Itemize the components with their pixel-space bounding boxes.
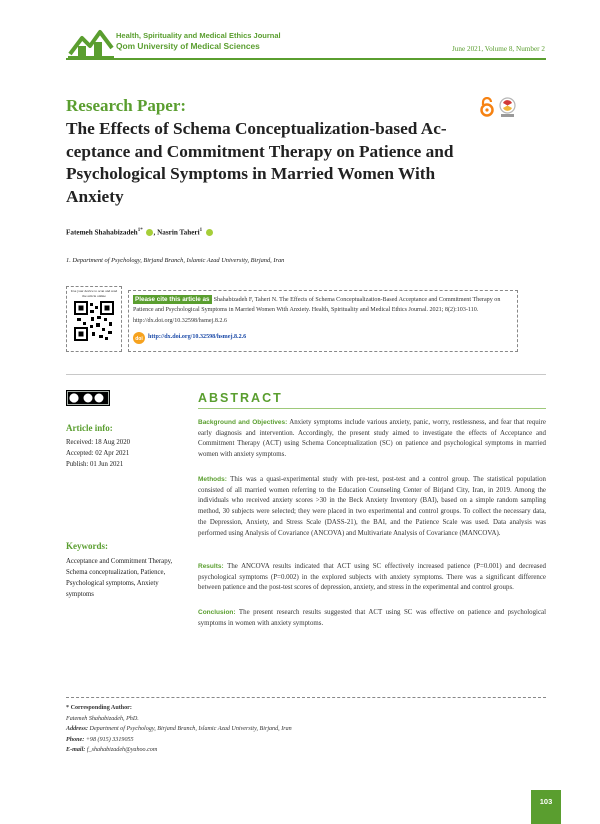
journal-logo <box>66 24 116 62</box>
abstract-divider <box>198 408 546 409</box>
doi-link[interactable]: http://dx.doi.org/10.32598/hsmej.8.2.6 <box>148 334 247 340</box>
paper-title: The Effects of Schema Conceptualization-based Ac-ceptance and Commitment Therapy on Patience and Psychological Symptoms in Married Women With Anxiety <box>66 119 454 206</box>
keywords-list: Acceptance and Commitment Therapy, Schema conceptualization, Patience, Psychological symptoms, Anxiety symptoms <box>66 558 173 598</box>
cite-text <box>133 295 513 326</box>
page-number-tab <box>531 790 561 824</box>
abstract-section-label: Conclusion: <box>198 609 236 616</box>
paper-type: Research Paper: <box>66 96 187 115</box>
email-value[interactable]: f_shahabizadeh@yahoo.com <box>86 747 158 754</box>
issue-info: June 2021, Volume 8, Number 2 <box>452 45 545 53</box>
abstract-methods <box>198 475 546 539</box>
creative-commons-license-icon[interactable] <box>66 390 110 406</box>
received-date: Received: 18 Aug 2020 <box>66 439 130 446</box>
cite-reference: Shahabizadeh F, Taheri N. The Effects of Schema Conceptualization-Based Acceptance and Commitment Therapy on Patience and Psychological Symptoms in Married Women With Anxiety. Health, Spirituality and Medical Ethics Journal. 2021; 8(2):103-110. http://dx.doi.org/10.32598/hsmej.8.2.6 <box>133 297 501 324</box>
corresponding-heading: * Corresponding Author: <box>66 705 132 711</box>
accepted-date: Accepted: 02 Apr 2021 <box>66 450 130 457</box>
abstract-section-label: Methods: <box>198 476 227 483</box>
footnote-divider <box>66 697 546 699</box>
address-label: Address: <box>66 726 89 733</box>
qr-code-icon[interactable] <box>74 301 114 341</box>
abstract-section-text: Anxiety symptoms include various anxiety, panic, worry, restlessness, and fear that require early diagnosis and intervention. Accordingly, the present study aimed to investigate the effects of Acceptance and Commitment Therapy (ACT) using Schema Conceptualization (SC) on patience and psychological symptoms in married women with anxiety symptoms. <box>198 419 546 459</box>
section-divider <box>66 374 546 375</box>
published-date: Publish: 01 Jun 2021 <box>66 461 124 468</box>
address-value: Department of Psychology, Birjand Branch, Islamic Azad University, Birjand, Iran <box>89 726 292 733</box>
author-name: Fatemeh Shahabizadeh <box>66 228 138 237</box>
keywords-heading: Keywords: <box>66 541 108 551</box>
abstract-background <box>198 418 546 461</box>
email-label: E-mail: <box>66 747 86 754</box>
abstract-heading: ABSTRACT <box>198 391 283 405</box>
qr-caption: Use your device to scan and read the article online <box>70 289 118 298</box>
author-mark: 1* <box>137 228 143 233</box>
abstract-section-label: Results: <box>198 563 224 570</box>
crossmark-icon[interactable] <box>498 97 517 119</box>
doi-icon <box>133 332 145 344</box>
abstract-results <box>198 562 546 594</box>
author-name: Nasrin Taheri <box>157 228 200 237</box>
page-number: 103 <box>539 797 553 806</box>
phone-value: +98 (915) 3319055 <box>85 736 134 743</box>
open-access-icon[interactable] <box>478 97 496 117</box>
author-mark: 1 <box>199 228 203 233</box>
affiliation: 1. Department of Psychology, Birjand Branch, Islamic Azad University, Birjand, Iran <box>66 257 285 264</box>
orcid-icon[interactable] <box>206 229 213 236</box>
authors: Fatemeh Shahabizadeh$^{1*}$ , Nasrin Taheri$^1$ <box>66 228 213 236</box>
orcid-icon[interactable] <box>146 229 153 236</box>
abstract-section-text: The present research results suggested that ACT using SC was effective on patience and psychological symptoms in women with anxiety symptoms. <box>198 609 546 627</box>
article-info-heading: Article info: <box>66 423 113 433</box>
abstract-conclusion <box>198 608 546 629</box>
journal-name: Health, Spirituality and Medical Ethics Journal Qom University of Medical Sciences <box>116 31 281 51</box>
abstract-section-text: This was a quasi-experimental study with pre-test, post-test and a control group. The statistical population consisted of all married women referring to the Education Counseling Center of Birjand City, Iran, in 2019. Among the individuals who received anxiety scores >30 in the Beck Anxiety Inventory (BAI), based on a simple random sampling method, 30 subjects were selected; they were placed in two experimental and control groups. To collect the necessary data, the Depression, Anxiety, and Stress Scale (DASS-21), the BAI, and the Patience Scale was used. Data analysis was performed using Analysis of Covariance (ANCOVA) and Multivariate Analysis of Covariance (MANCOVA). <box>198 476 546 537</box>
corresponding-name: Fatemeh Shahabizadeh, PhD. <box>66 715 139 722</box>
phone-label: Phone: <box>66 736 85 743</box>
cite-box <box>128 290 518 352</box>
abstract-section-text: The ANCOVA results indicated that ACT using SC effectively increased patience (P=0.001) and decreased psychological symptoms (P=0.002) in the explored subjects with anxiety symptoms. There was a significant difference between patience and the post-test scores of depression, anxiety, and stress in the experimental and control groups. <box>198 563 546 592</box>
qr-box <box>66 286 122 352</box>
doi-badge-label: doi <box>135 336 143 342</box>
cite-label: Please cite this article as <box>135 296 210 303</box>
header-rule <box>66 58 546 60</box>
abstract-section-label: Background and Objectives: <box>198 419 288 426</box>
corresponding-author <box>66 703 292 756</box>
